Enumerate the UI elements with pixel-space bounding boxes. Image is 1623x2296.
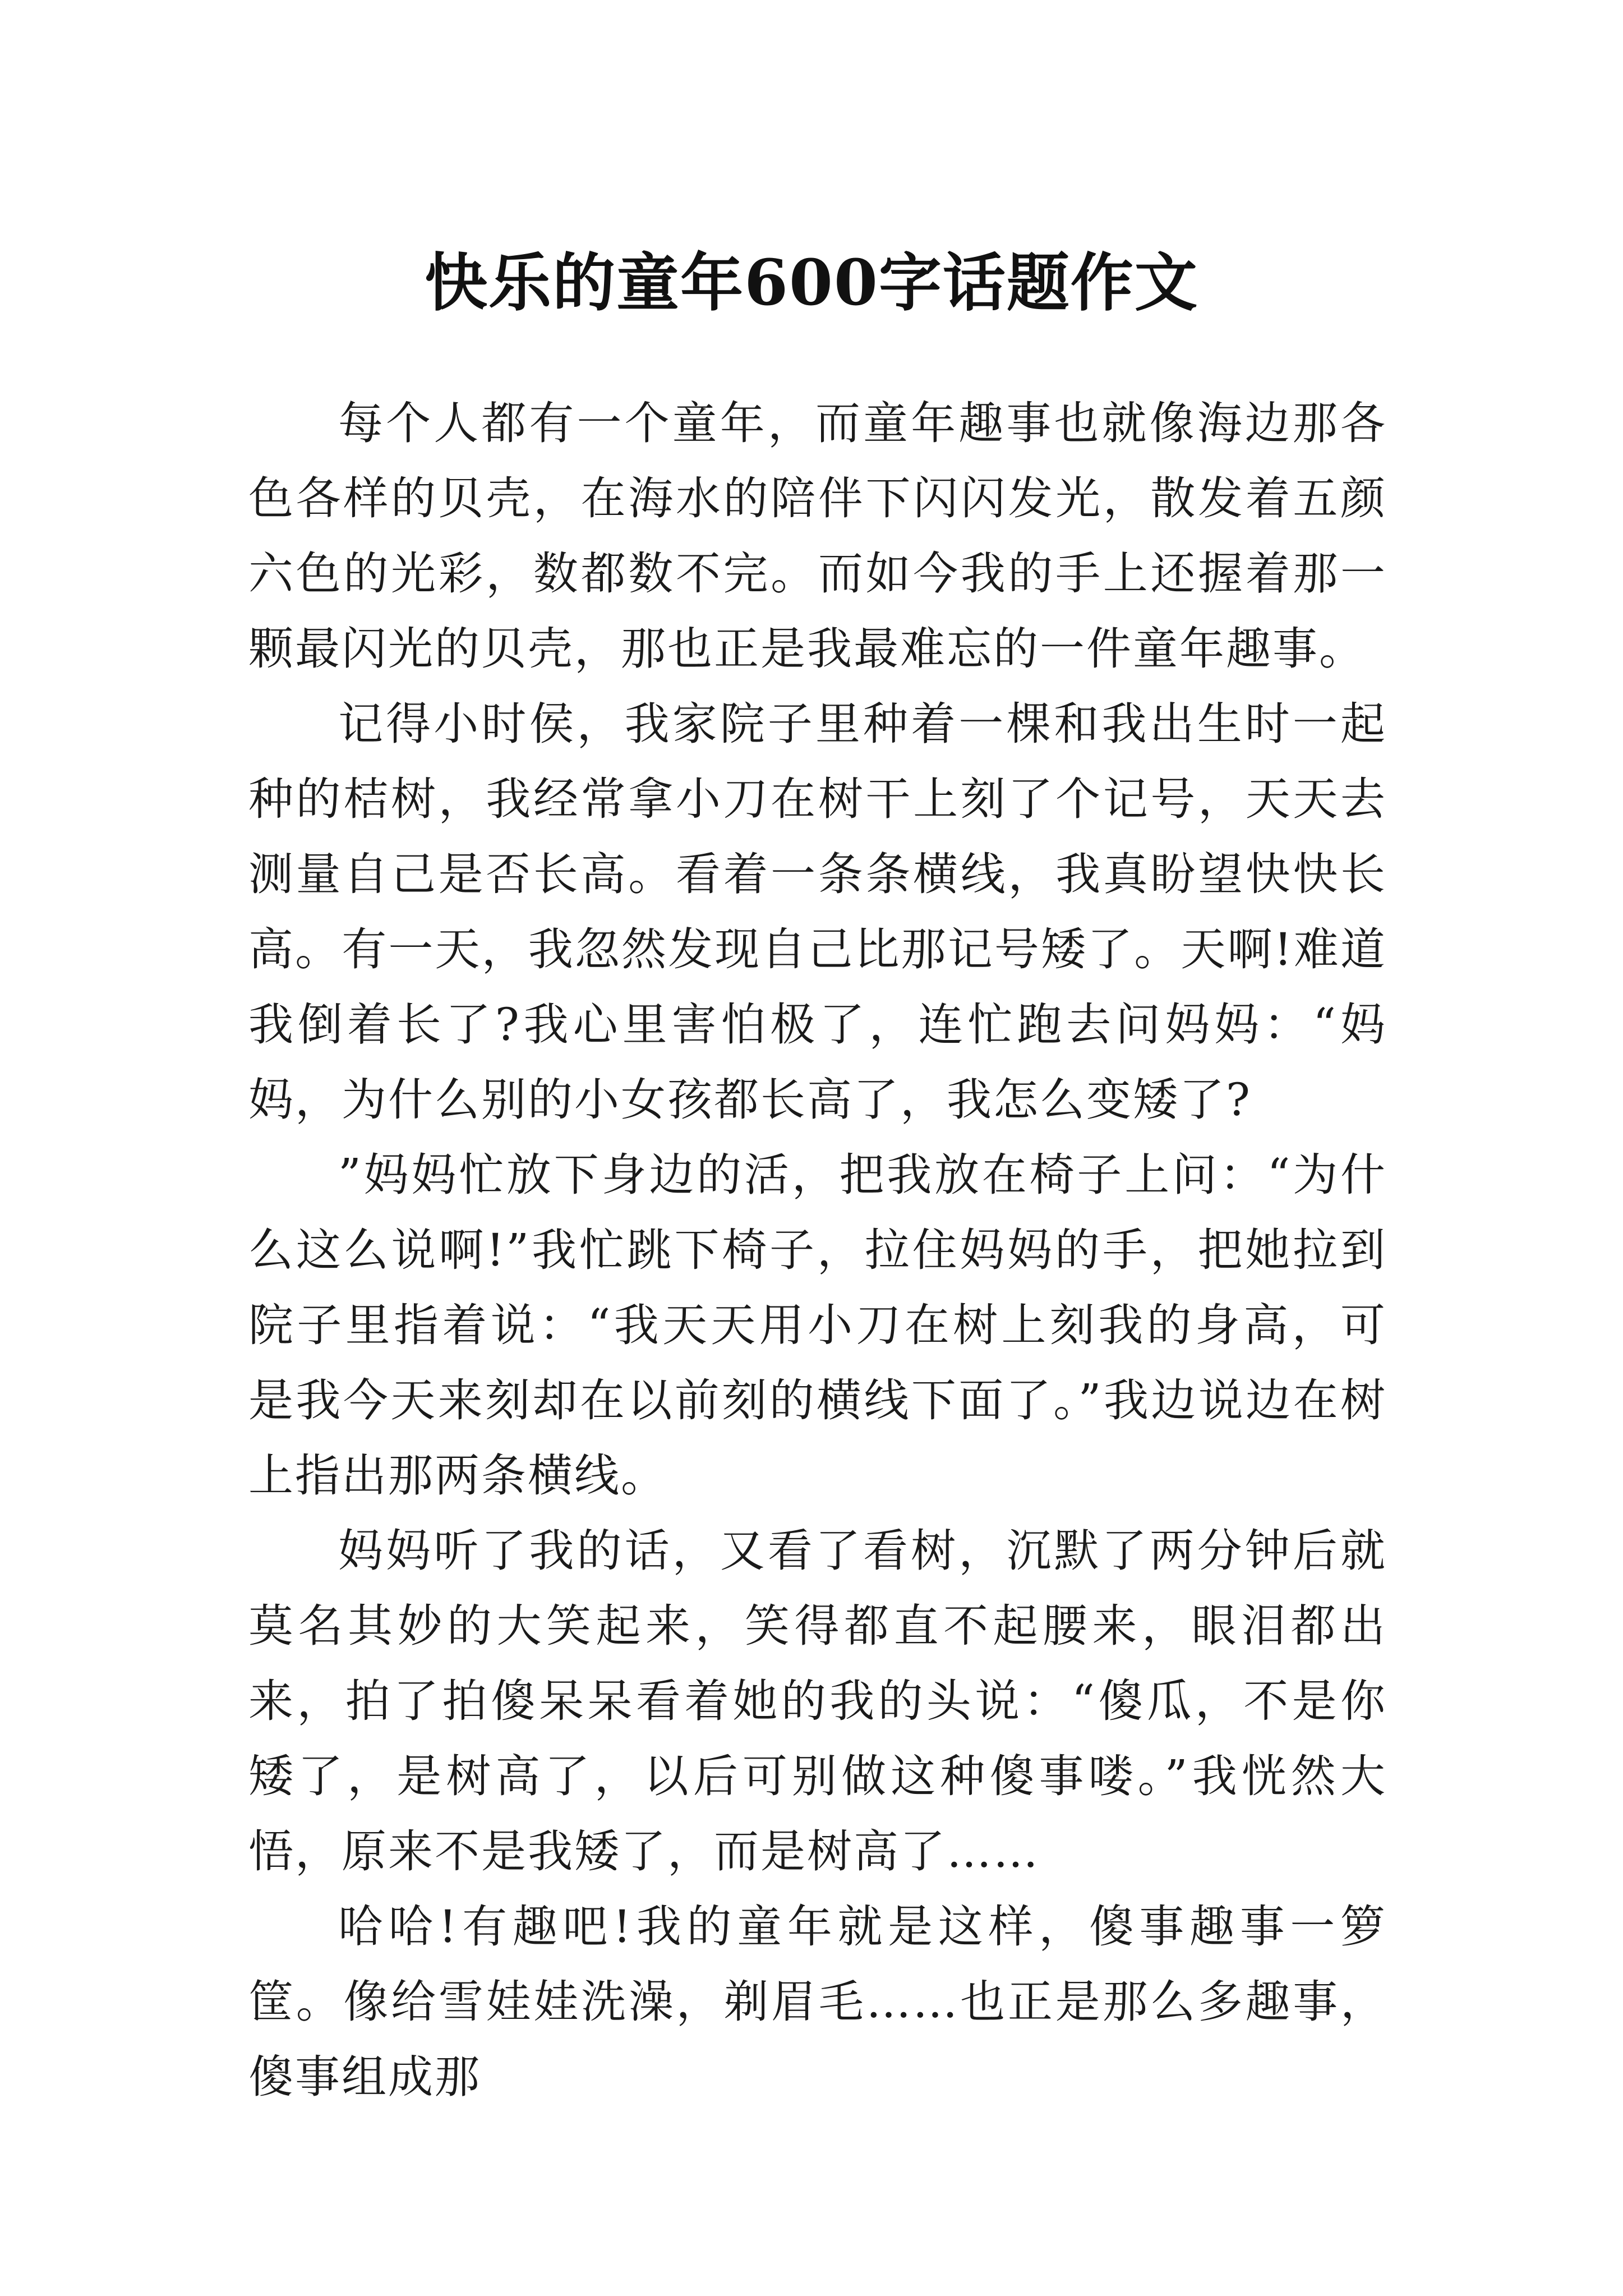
paragraph-1: 每个人都有一个童年，而童年趣事也就像海边那各色各样的贝壳，在海水的陪伴下闪闪发光，散发着五颜六色的光彩，数都数不完。而如今我的手上还握着那一颗最闪光的贝壳，那也正是我最难忘的一件童年趣事。	[248, 397, 1387, 675]
document-title: 快乐的童年600字话题作文	[425, 246, 1198, 320]
paragraph-4: 妈妈听了我的话，又看了看树，沉默了两分钟后就莫名其妙的大笑起来，笑得都直不起腰来，眼泪都出来，拍了拍傻呆呆看着她的我的头说：“傻瓜，不是你矮了，是树高了，以后可别做这种傻事喽。”我恍然大悟，原来不是我矮了，而是树高了……	[248, 1525, 1387, 1878]
paragraph-3: ”妈妈忙放下身边的活，把我放在椅子上问：“为什么这么说啊!”我忙跳下椅子，拉住妈妈的手，把她拉到院子里指着说：“我天天用小刀在树上刻我的身高，可是我今天来刻却在以前刻的横线下面了。”我边说边在树上指出那两条横线。	[248, 1149, 1387, 1502]
document-body	[248, 386, 1387, 2115]
paragraph-5: 哈哈!有趣吧!我的童年就是这样，傻事趣事一箩筐。像给雪娃娃洗澡，剃眉毛……也正是那么多趣事，傻事组成那	[248, 1901, 1387, 2103]
paragraph-2: 记得小时侯，我家院子里种着一棵和我出生时一起种的桔树，我经常拿小刀在树干上刻了个记号，天天去测量自己是否长高。看着一条条横线，我真盼望快快长高。有一天，我忽然发现自己比那记号矮了。天啊!难道我倒着长了?我心里害怕极了，连忙跑去问妈妈：“妈妈，为什么别的小女孩都长高了，我怎么变矮了?	[248, 698, 1387, 1126]
